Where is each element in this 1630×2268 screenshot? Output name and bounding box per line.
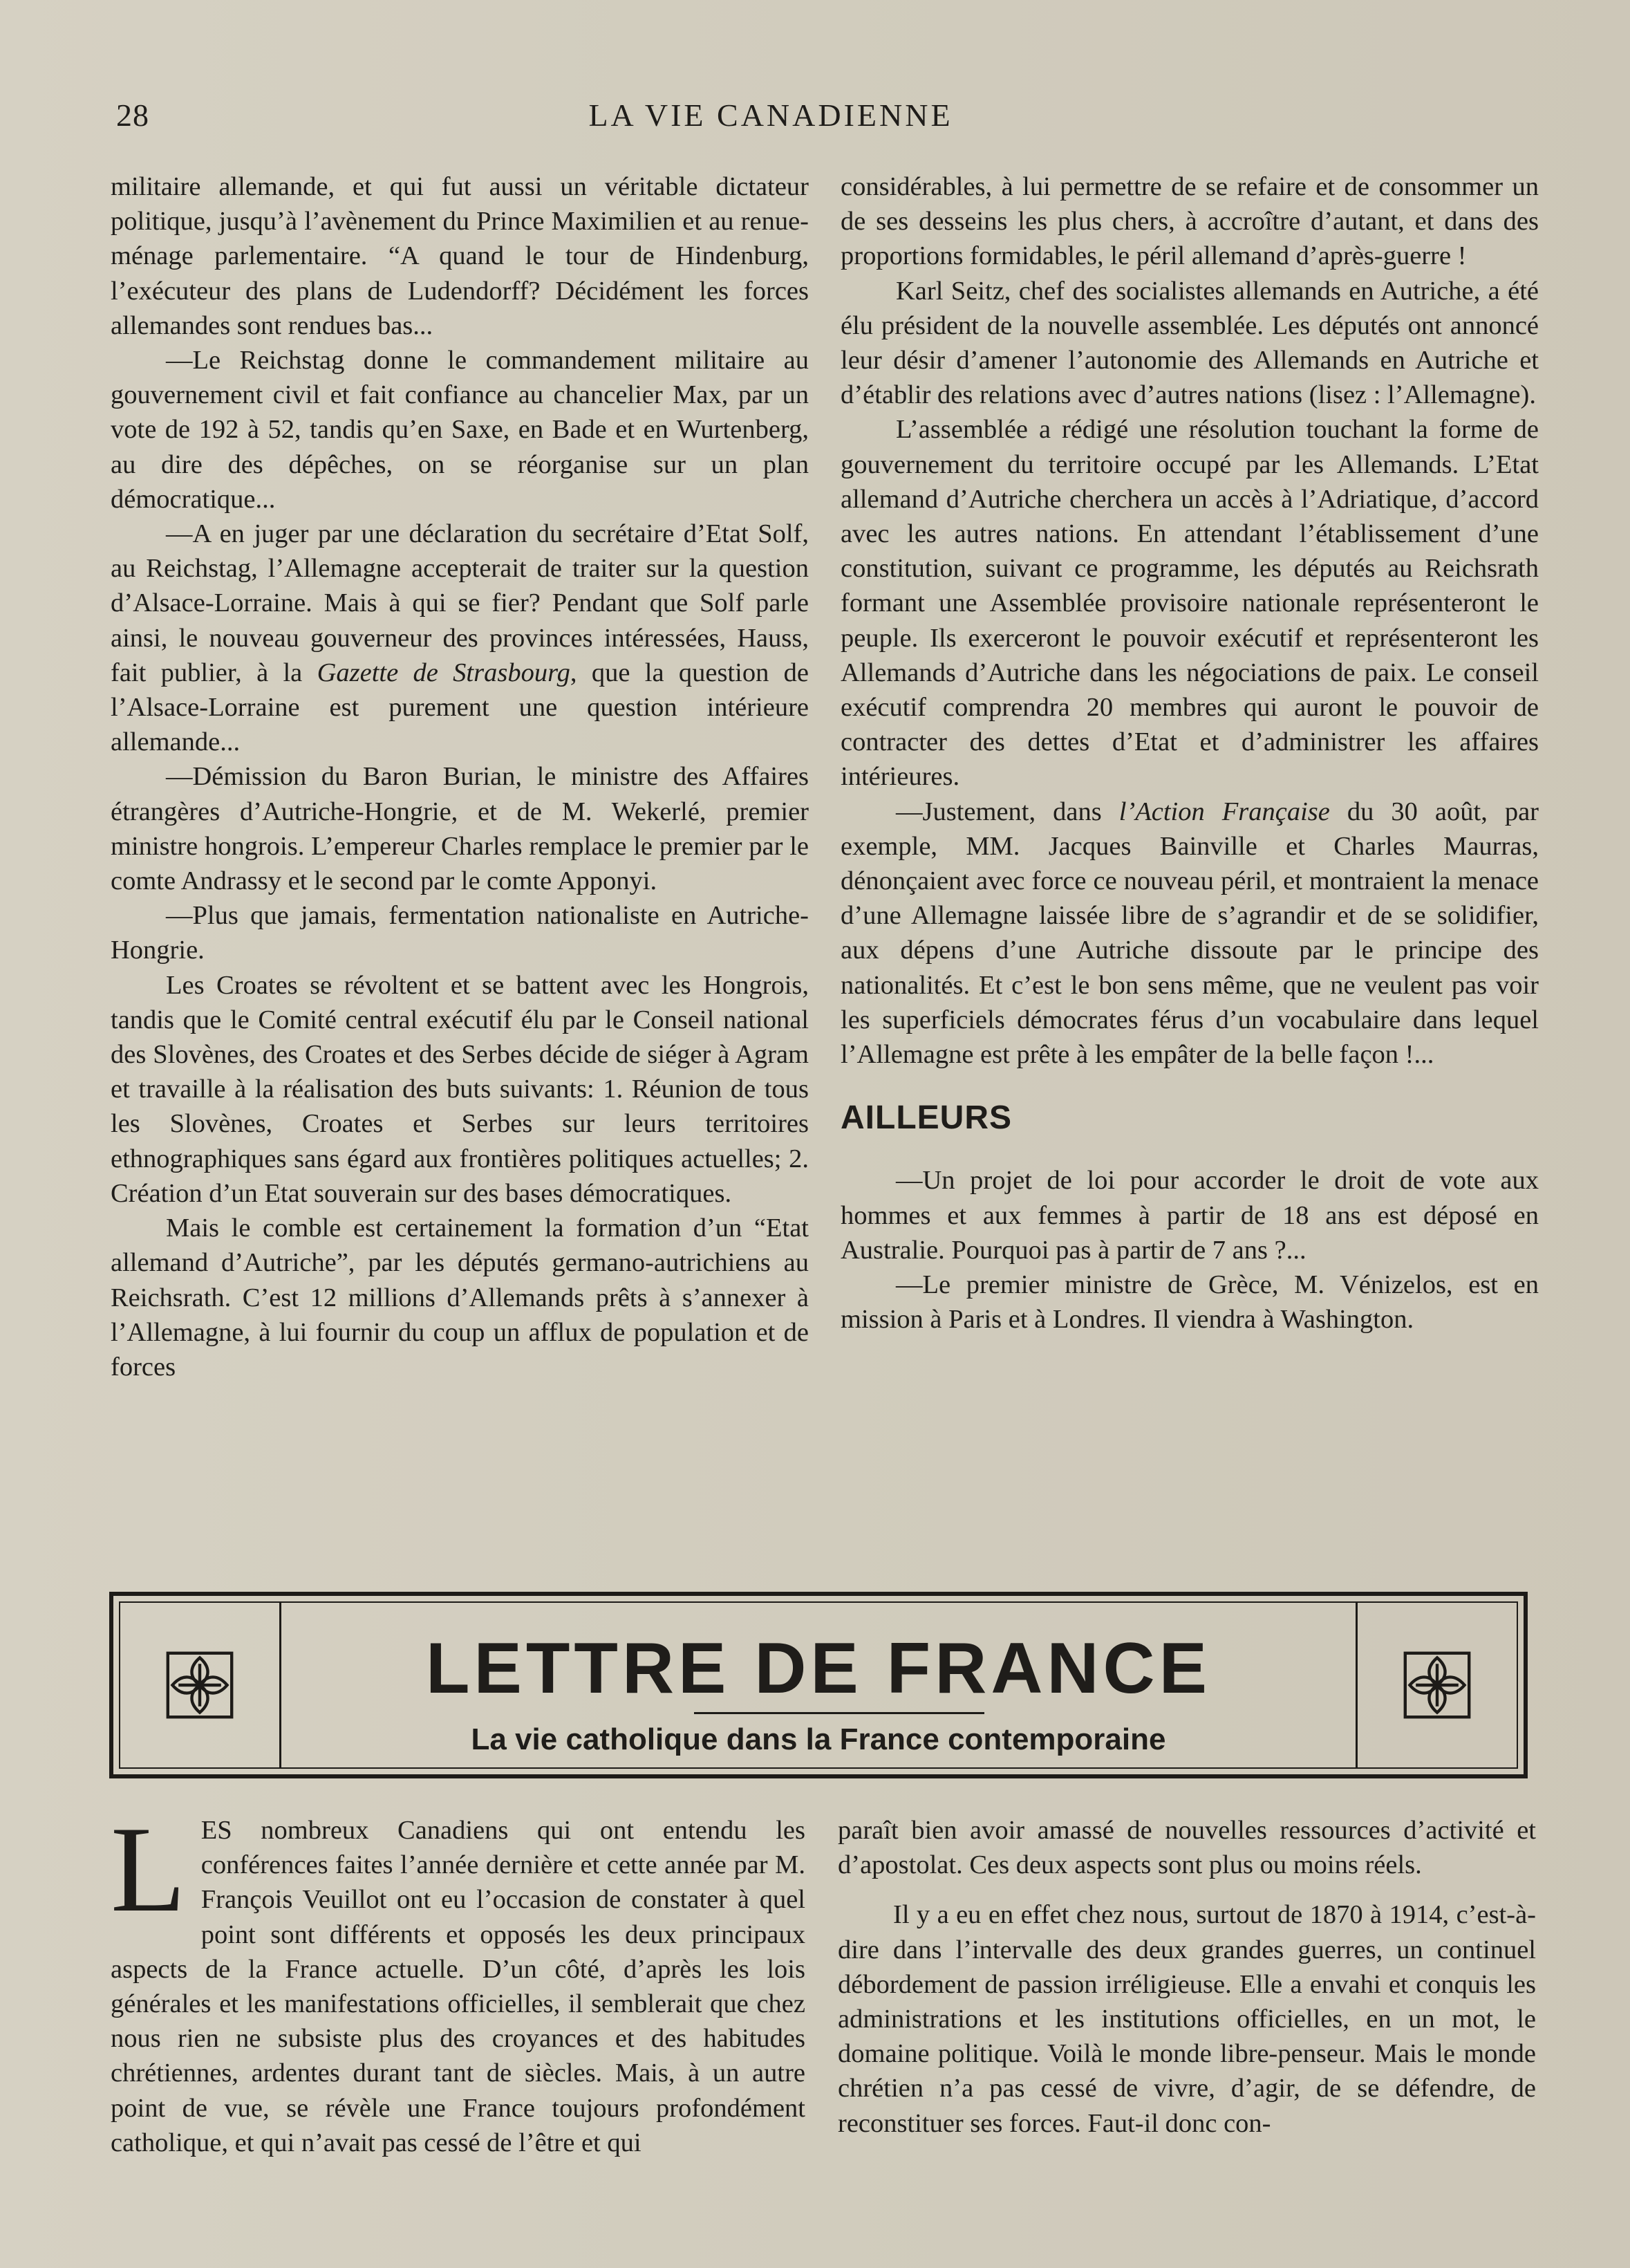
page-number: 28 bbox=[116, 97, 149, 133]
lettre-right-column bbox=[838, 1813, 1536, 2141]
floral-cross-ornament-icon bbox=[162, 1647, 238, 1723]
banner-frame bbox=[119, 1601, 1518, 1769]
paragraph: militaire allemande, et qui fut aussi un véritable dictateur politique, jusqu’à l’avènement du Prince Maximilien et au renue-ménage parlementaire. “A quand le tour de Hindenburg, l’exécuteur des plans de Ludendorff? Décidément les forces allemandes sont rendues bas... bbox=[111, 172, 809, 340]
page-header bbox=[111, 97, 1431, 138]
paragraph: —Le Reichstag donne le commandement militaire au gouvernement civil et fait confiance au chancelier Max, par un vote de 192 à 52, tandis qu’en Saxe, en Bade et en Wurtenberg, au dire des dépêches, on se réorganise sur un plan démocratique... bbox=[111, 346, 809, 514]
paragraph: —Le premier ministre de Grèce, M. Vénizelos, est en mission à Paris et à Londres. Il viendra à Washington. bbox=[841, 1270, 1539, 1335]
drop-cap: L bbox=[111, 1801, 186, 1937]
lettre-left-column bbox=[111, 1801, 805, 2160]
section-heading: AILLEURS bbox=[841, 1099, 1012, 1137]
paragraph: paraît bien avoir amassé de nouvelles ressources d’activité et d’apostolat. Ces deux aspects sont plus ou moins réels. bbox=[838, 1816, 1536, 1880]
paragraph: considérables, à lui permettre de se refaire et de consommer un de ses desseins les plus chers, à accroître d’autant, et dans des proportions formidables, le péril allemand d’après-guerre ! bbox=[841, 172, 1539, 271]
article-left-column bbox=[111, 169, 809, 1384]
paragraph: —Démission du Baron Burian, le ministre des Affaires étrangères d’Autriche-Hongrie, et de M. Wekerlé, premier ministre hongrois. L’empereur Charles remplace le premier par le comte Andrassy et le second par le comte Apponyi. bbox=[111, 762, 809, 896]
paragraph: LES nombreux Canadiens qui ont entendu les conférences faites l’année dernière et cette année par M. François Veuillot ont eu l’occasion de constater à quel point sont différents et opposés les deux principaux aspects de la France actuelle. D’un côté, d’après les lois générales et les manifestations officielles, il semblerait que chez nous rien ne subsiste plus des croyances et des habitudes chrétiennes, ardentes durant tant de siècles. Mais, à un autre point de vue, se révèle une France toujours profondément catholique, et qui n’avait pas cessé de l’être et qui bbox=[111, 1801, 805, 2157]
article-right-column bbox=[841, 169, 1539, 1337]
floral-cross-ornament-icon bbox=[1399, 1647, 1475, 1723]
italic-title: Gazette de Strasbourg bbox=[317, 658, 570, 687]
paragraph: —A en juger par une déclaration du secrétaire d’Etat Solf, au Reichstag, l’Allemagne accepterait de traiter sur la question d’Alsace-Lorraine. Mais à qui se fier? Pendant que Solf parle ainsi, le nouveau gouverneur des provinces intéressées, Hauss, fait publier, à la Gazette de Strasbourg, que la question de l’Alsace-Lorraine est purement une question intérieure allemande... bbox=[111, 519, 809, 757]
paragraph: Mais le comble est certainement la formation d’un “Etat allemand d’Autriche”, par les députés germano-autrichiens au Reichsrath. C’est 12 millions d’Allemands prêts à s’annexer à l’Allemagne, à lui fournir du coup un afflux de population et de forces bbox=[111, 1214, 809, 1382]
paragraph: Il y a eu en effet chez nous, surtout de 1870 à 1914, c’est-à-dire dans l’intervalle des deux grandes guerres, un continuel débordement de passion irréligieuse. Elle a envahi et conquis les administrations et les institutions officielles, en un mot, le domaine politique. Voilà le monde libre-penseur. Mais le monde chrétien n’a pas cessé de vivre, d’agir, de se défendre, de reconstituer ses forces. Faut-il donc con- bbox=[838, 1900, 1536, 2138]
paragraph: Les Croates se révoltent et se battent avec les Hongrois, tandis que le Comité central exécutif élu par le Conseil national des Slovènes, des Croates et des Serbes décide de siéger à Agram et travaille à la réalisation des buts suivants: 1. Réunion de tous les Slovènes, Croates et Serbes sur leurs territoires ethnographiques sans égard aux frontières politiques actuelles; 2. Création d’un Etat souverain sur des bases démocratiques. bbox=[111, 970, 809, 1208]
banner-divider bbox=[694, 1712, 984, 1714]
paragraph: —Plus que jamais, fermentation nationaliste en Autriche-Hongrie. bbox=[111, 901, 809, 965]
lettre-de-france-banner bbox=[109, 1592, 1528, 1778]
magazine-title: LA VIE CANADIENNE bbox=[588, 97, 953, 133]
paragraph: —Justement, dans l’Action Française du 30 août, par exemple, MM. Jacques Bainville et Charles Maurras, dénonçaient avec force ce nouveau péril, et montraient la menace d’une Allemagne laissée libre de s’agrandir et de se solidifier, aux dépens d’une Autriche dissoute par le principe des nationalités. Et c’est le bon sens même, que ne veulent pas voir les superficiels démocrates férus d’un vocabulaire dans lequel l’Allemagne est prête à les empâter de la belle façon !... bbox=[841, 797, 1539, 1070]
banner-subtitle: La vie catholique dans la France contemporaine bbox=[471, 1722, 1166, 1756]
paragraph: —Un projet de loi pour accorder le droit de vote aux hommes et aux femmes à partir de 18 ans est déposé en Australie. Pourquoi pas à partir de 7 ans ?... bbox=[841, 1166, 1539, 1265]
banner-ornament-right bbox=[1356, 1603, 1517, 1767]
banner-ornament-left bbox=[120, 1603, 281, 1767]
italic-title: l’Action Française bbox=[1118, 797, 1330, 826]
banner-title: LETTRE DE FRANCE bbox=[426, 1628, 1211, 1709]
paragraph: Karl Seitz, chef des socialistes allemands en Autriche, a été élu président de la nouvelle assemblée. Les députés ont annoncé leur désir d’amener l’autonomie des Allemands en Autriche et d’établir des relations avec d’autres nations (lisez : l’Allemagne). bbox=[841, 276, 1539, 410]
paragraph: L’assemblée a rédigé une résolution touchant la forme de gouvernement du territoire occupé par les Allemands. L’Etat allemand d’Autriche cherchera un accès à l’Adriatique, d’accord avec les autres nations. En attendant l’établissement d’une constitution, suivant ce programme, les députés au Reichsrath formant une Assemblée provisoire nationale représenteront le peuple. Ils exerceront le pouvoir exécutif et représenteront les Allemands d’Autriche dans les négociations de paix. Le conseil exécutif comprendra 20 membres qui auront le pouvoir de contracter des dettes d’Etat et d’administrer les affaires intérieures. bbox=[841, 415, 1539, 792]
